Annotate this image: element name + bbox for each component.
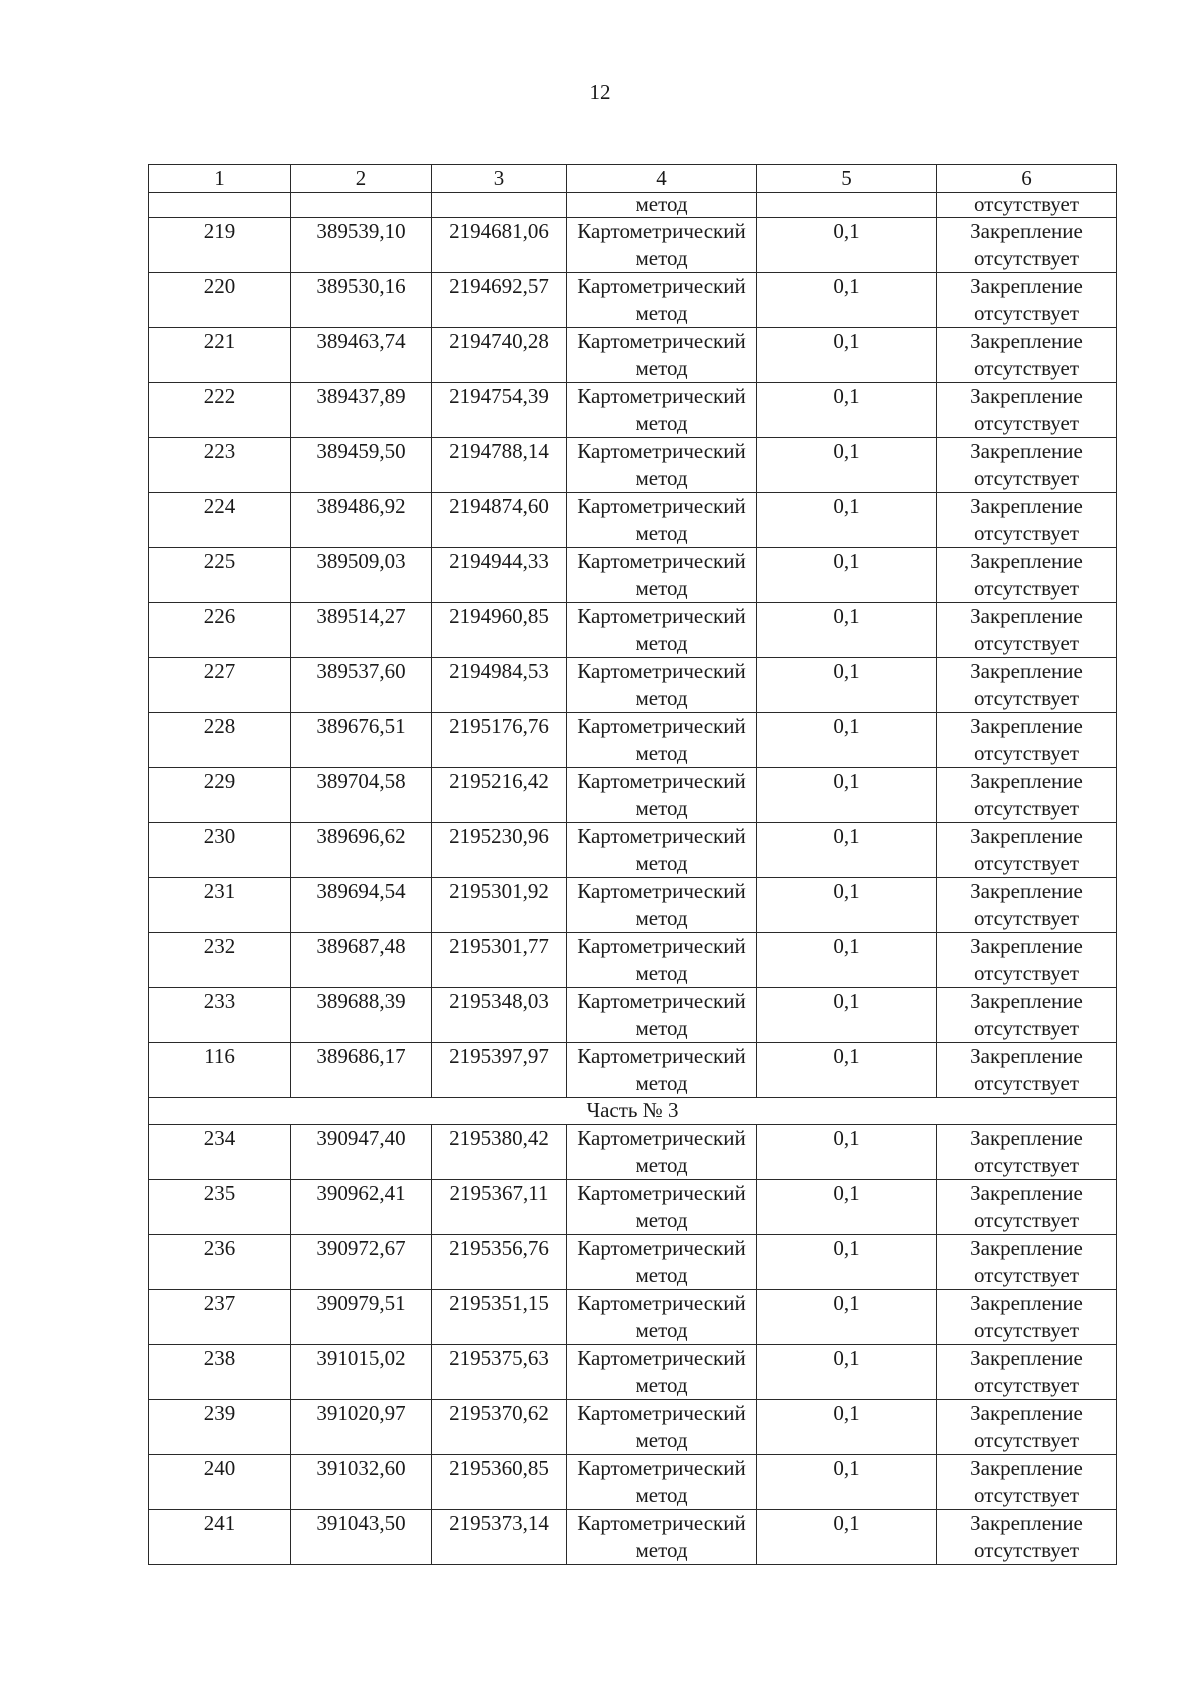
accuracy-cell: 0,1 — [757, 548, 937, 603]
point-number-cell: 237 — [149, 1290, 291, 1345]
method-line-2: метод — [635, 1071, 688, 1095]
method-line-2: метод — [635, 906, 688, 930]
fixation-line-1: Закрепление — [970, 824, 1083, 848]
x-coordinate-cell: 390962,41 — [291, 1180, 432, 1235]
column-header: 2 — [291, 165, 432, 193]
x-coordinate-cell: 389687,48 — [291, 933, 432, 988]
fixation-line-1: Закрепление — [970, 1126, 1083, 1150]
fixation-cell — [937, 768, 1117, 823]
table-cell — [149, 193, 291, 218]
fixation-line-2: отсутствует — [973, 1318, 1080, 1342]
fixation-line-2: отсутствует — [973, 576, 1080, 600]
x-coordinate-cell: 389676,51 — [291, 713, 432, 768]
table-row — [149, 658, 1117, 713]
method-cell — [567, 1180, 757, 1235]
point-number-cell: 229 — [149, 768, 291, 823]
method-line-2: метод — [635, 411, 688, 435]
accuracy-cell: 0,1 — [757, 493, 937, 548]
table-row — [149, 1345, 1117, 1400]
fixation-line-2: отсутствует — [973, 356, 1080, 380]
y-coordinate-cell: 2195216,42 — [432, 768, 567, 823]
y-coordinate-cell: 2194754,39 — [432, 383, 567, 438]
y-coordinate-cell: 2195375,63 — [432, 1345, 567, 1400]
method-line-2: метод — [635, 1373, 688, 1397]
method-line-2: метод — [635, 246, 688, 270]
fixation-cell — [937, 1510, 1117, 1565]
coordinates-table — [148, 164, 1117, 1565]
x-coordinate-cell: 391043,50 — [291, 1510, 432, 1565]
fixation-line-2: отсутствует — [973, 411, 1080, 435]
method-line-1: Картометрический — [577, 1456, 746, 1480]
point-number-cell: 231 — [149, 878, 291, 933]
fixation-cell — [937, 383, 1117, 438]
fixation-line-1: Закрепление — [970, 549, 1083, 573]
y-coordinate-cell: 2195397,97 — [432, 1043, 567, 1098]
x-coordinate-cell: 389537,60 — [291, 658, 432, 713]
y-coordinate-cell: 2194984,53 — [432, 658, 567, 713]
y-coordinate-cell: 2195373,14 — [432, 1510, 567, 1565]
x-coordinate-cell: 390947,40 — [291, 1125, 432, 1180]
fixation-cell — [937, 1043, 1117, 1098]
table-row — [149, 1290, 1117, 1345]
fixation-cell — [937, 493, 1117, 548]
x-coordinate-cell: 391015,02 — [291, 1345, 432, 1400]
x-coordinate-cell: 389509,03 — [291, 548, 432, 603]
accuracy-cell: 0,1 — [757, 768, 937, 823]
point-number-cell: 233 — [149, 988, 291, 1043]
x-coordinate-cell: 389539,10 — [291, 218, 432, 273]
method-cell — [567, 218, 757, 273]
method-line-1: Картометрический — [577, 1291, 746, 1315]
column-header: 3 — [432, 165, 567, 193]
accuracy-cell: 0,1 — [757, 1510, 937, 1565]
fixation-line-2: отсутствует — [973, 301, 1080, 325]
y-coordinate-cell: 2195351,15 — [432, 1290, 567, 1345]
x-coordinate-cell: 389486,92 — [291, 493, 432, 548]
fixation-line-2: отсутствует — [973, 1483, 1080, 1507]
x-coordinate-cell: 391020,97 — [291, 1400, 432, 1455]
method-cell — [567, 1510, 757, 1565]
fixation-line-1: Закрепление — [970, 439, 1083, 463]
accuracy-cell: 0,1 — [757, 438, 937, 493]
fixation-line-1: Закрепление — [970, 219, 1083, 243]
method-line-1: Картометрический — [577, 1401, 746, 1425]
fixation-line-1: Закрепление — [970, 274, 1083, 298]
point-number-cell: 232 — [149, 933, 291, 988]
fixation-cell — [937, 1400, 1117, 1455]
method-line-1: Картометрический — [577, 769, 746, 793]
page-number: 12 — [589, 80, 611, 104]
fixation-cell — [937, 603, 1117, 658]
table-row — [149, 493, 1117, 548]
x-coordinate-cell: 389463,74 — [291, 328, 432, 383]
method-line-1: Картометрический — [577, 1126, 746, 1150]
accuracy-cell: 0,1 — [757, 1455, 937, 1510]
point-number-cell: 238 — [149, 1345, 291, 1400]
fixation-cell — [937, 988, 1117, 1043]
method-line-2: метод — [635, 796, 688, 820]
x-coordinate-cell: 389696,62 — [291, 823, 432, 878]
table-row — [149, 1180, 1117, 1235]
point-number-cell: 116 — [149, 1043, 291, 1098]
fixation-line-1: Закрепление — [970, 769, 1083, 793]
method-cell — [567, 1125, 757, 1180]
method-line-1: Картометрический — [577, 824, 746, 848]
table-row — [149, 1455, 1117, 1510]
y-coordinate-cell: 2195356,76 — [432, 1235, 567, 1290]
method-cell — [567, 1455, 757, 1510]
method-cell — [567, 988, 757, 1043]
method-cell — [567, 383, 757, 438]
table-body — [149, 165, 1117, 1565]
method-cell — [567, 548, 757, 603]
fixation-cell — [937, 658, 1117, 713]
x-coordinate-cell: 389437,89 — [291, 383, 432, 438]
fixation-cell — [937, 823, 1117, 878]
method-cell — [567, 1345, 757, 1400]
method-line-2: метод — [635, 1483, 688, 1507]
fixation-line-2: отсутствует — [973, 246, 1080, 270]
table-row — [149, 1125, 1117, 1180]
fixation-cell — [937, 1235, 1117, 1290]
point-number-cell: 230 — [149, 823, 291, 878]
table-cell — [432, 193, 567, 218]
y-coordinate-cell: 2194960,85 — [432, 603, 567, 658]
point-number-cell: 223 — [149, 438, 291, 493]
fixation-cell — [937, 1180, 1117, 1235]
table-row — [149, 1510, 1117, 1565]
fixation-cell — [937, 878, 1117, 933]
table-row — [149, 988, 1117, 1043]
method-line-1: Картометрический — [577, 934, 746, 958]
table-row — [149, 768, 1117, 823]
method-cell — [567, 713, 757, 768]
fixation-cell — [937, 438, 1117, 493]
fixation-line-2: отсутствует — [973, 1016, 1080, 1040]
x-coordinate-cell: 389686,17 — [291, 1043, 432, 1098]
table-row — [149, 1400, 1117, 1455]
point-number-cell: 241 — [149, 1510, 291, 1565]
method-line-2: метод — [635, 631, 688, 655]
method-cell — [567, 328, 757, 383]
method-line-1: Картометрический — [577, 494, 746, 518]
point-number-cell: 228 — [149, 713, 291, 768]
accuracy-cell: 0,1 — [757, 603, 937, 658]
method-line-2: метод — [635, 1016, 688, 1040]
point-number-cell: 235 — [149, 1180, 291, 1235]
point-number-cell: 221 — [149, 328, 291, 383]
fixation-line-1: Закрепление — [970, 1346, 1083, 1370]
point-number-cell: 226 — [149, 603, 291, 658]
y-coordinate-cell: 2194788,14 — [432, 438, 567, 493]
fixation-line-2: отсутствует — [973, 796, 1080, 820]
x-coordinate-cell: 389459,50 — [291, 438, 432, 493]
method-cell — [567, 1290, 757, 1345]
fixation-line-1: Закрепление — [970, 1181, 1083, 1205]
method-cell — [567, 823, 757, 878]
column-header: 4 — [567, 165, 757, 193]
fixation-line-1: Закрепление — [970, 879, 1083, 903]
column-header: 6 — [937, 165, 1117, 193]
x-coordinate-cell: 389688,39 — [291, 988, 432, 1043]
fixation-line-2: отсутствует — [973, 466, 1080, 490]
method-line-1: Картометрический — [577, 604, 746, 628]
fixation-line-1: Закрепление — [970, 329, 1083, 353]
x-coordinate-cell: 389514,27 — [291, 603, 432, 658]
fixation-cell — [937, 1290, 1117, 1345]
y-coordinate-cell: 2194944,33 — [432, 548, 567, 603]
accuracy-cell: 0,1 — [757, 1235, 937, 1290]
method-cell — [567, 493, 757, 548]
x-coordinate-cell: 390979,51 — [291, 1290, 432, 1345]
accuracy-cell: 0,1 — [757, 988, 937, 1043]
point-number-cell: 219 — [149, 218, 291, 273]
method-cell — [567, 1043, 757, 1098]
point-number-cell: 222 — [149, 383, 291, 438]
fixation-line-2: отсутствует — [973, 1071, 1080, 1095]
x-coordinate-cell: 391032,60 — [291, 1455, 432, 1510]
method-line-2: метод — [635, 961, 688, 985]
method-line-1: Картометрический — [577, 1181, 746, 1205]
y-coordinate-cell: 2195348,03 — [432, 988, 567, 1043]
y-coordinate-cell: 2194740,28 — [432, 328, 567, 383]
fixation-cell — [937, 1455, 1117, 1510]
fixation-cell — [937, 218, 1117, 273]
y-coordinate-cell: 2195230,96 — [432, 823, 567, 878]
y-coordinate-cell: 2195380,42 — [432, 1125, 567, 1180]
method-cell — [567, 768, 757, 823]
part-header-row — [149, 1098, 1117, 1125]
accuracy-cell: 0,1 — [757, 1125, 937, 1180]
point-number-cell: 234 — [149, 1125, 291, 1180]
fixation-line-1: Закрепление — [970, 494, 1083, 518]
method-line-1: Картометрический — [577, 989, 746, 1013]
method-line-2: метод — [635, 1263, 688, 1287]
fixation-line-2: отсутствует — [973, 1538, 1080, 1562]
accuracy-cell: 0,1 — [757, 878, 937, 933]
point-number-cell: 239 — [149, 1400, 291, 1455]
y-coordinate-cell: 2194692,57 — [432, 273, 567, 328]
fixation-cell: отсутствует — [937, 193, 1117, 218]
table-row — [149, 823, 1117, 878]
x-coordinate-cell: 390972,67 — [291, 1235, 432, 1290]
part-label: Часть № 3 — [149, 1098, 1117, 1125]
y-coordinate-cell: 2195360,85 — [432, 1455, 567, 1510]
y-coordinate-cell: 2195301,77 — [432, 933, 567, 988]
accuracy-cell: 0,1 — [757, 823, 937, 878]
fixation-line-2: отсутствует — [973, 686, 1080, 710]
fixation-cell — [937, 933, 1117, 988]
fixation-cell — [937, 273, 1117, 328]
accuracy-cell: 0,1 — [757, 383, 937, 438]
method-line-2: метод — [635, 1428, 688, 1452]
fixation-cell — [937, 1125, 1117, 1180]
method-line-1: Картометрический — [577, 219, 746, 243]
fixation-line-2: отсутствует — [973, 1263, 1080, 1287]
method-line-2: метод — [635, 741, 688, 765]
accuracy-cell: 0,1 — [757, 933, 937, 988]
fixation-line-1: Закрепление — [970, 934, 1083, 958]
method-line-1: Картометрический — [577, 1044, 746, 1068]
method-line-1: Картометрический — [577, 659, 746, 683]
column-header: 1 — [149, 165, 291, 193]
accuracy-cell: 0,1 — [757, 1345, 937, 1400]
fixation-line-2: отсутствует — [973, 1153, 1080, 1177]
point-number-cell: 236 — [149, 1235, 291, 1290]
table-row — [149, 603, 1117, 658]
fixation-line-1: Закрепление — [970, 659, 1083, 683]
point-number-cell: 225 — [149, 548, 291, 603]
method-line-2: метод — [635, 576, 688, 600]
fixation-line-1: Закрепление — [970, 714, 1083, 738]
fixation-line-1: Закрепление — [970, 1044, 1083, 1068]
fixation-line-2: отсутствует — [973, 851, 1080, 875]
fixation-line-2: отсутствует — [973, 906, 1080, 930]
fixation-cell — [937, 713, 1117, 768]
table-row — [149, 383, 1117, 438]
y-coordinate-cell: 2195370,62 — [432, 1400, 567, 1455]
table-cell — [757, 193, 937, 218]
table-row — [149, 218, 1117, 273]
table-row — [149, 548, 1117, 603]
fixation-line-2: отсутствует — [973, 961, 1080, 985]
method-cell — [567, 658, 757, 713]
table-cell — [291, 193, 432, 218]
method-line-2: метод — [635, 1153, 688, 1177]
method-cell — [567, 933, 757, 988]
method-line-2: метод — [635, 466, 688, 490]
method-line-1: Картометрический — [577, 274, 746, 298]
table-row — [149, 273, 1117, 328]
method-line-1: Картометрический — [577, 384, 746, 408]
x-coordinate-cell: 389694,54 — [291, 878, 432, 933]
point-number-cell: 224 — [149, 493, 291, 548]
fixation-cell — [937, 328, 1117, 383]
fixation-line-2: отсутствует — [973, 521, 1080, 545]
fixation-line-1: Закрепление — [970, 989, 1083, 1013]
table-row — [149, 933, 1117, 988]
method-line-2: метод — [635, 521, 688, 545]
fixation-line-1: Закрепление — [970, 1236, 1083, 1260]
accuracy-cell: 0,1 — [757, 1400, 937, 1455]
continuation-row — [149, 193, 1117, 218]
method-cell — [567, 878, 757, 933]
method-cell — [567, 273, 757, 328]
accuracy-cell: 0,1 — [757, 658, 937, 713]
fixation-line-1: Закрепление — [970, 1291, 1083, 1315]
fixation-line-1: Закрепление — [970, 1511, 1083, 1535]
point-number-cell: 240 — [149, 1455, 291, 1510]
accuracy-cell: 0,1 — [757, 1290, 937, 1345]
fixation-line-1: Закрепление — [970, 1456, 1083, 1480]
method-line-1: Картометрический — [577, 714, 746, 738]
table-row — [149, 328, 1117, 383]
method-line-1: Картометрический — [577, 1346, 746, 1370]
accuracy-cell: 0,1 — [757, 273, 937, 328]
fixation-cell — [937, 548, 1117, 603]
fixation-line-2: отсутствует — [973, 1373, 1080, 1397]
method-line-2: метод — [635, 1208, 688, 1232]
method-line-1: Картометрический — [577, 439, 746, 463]
fixation-line-1: Закрепление — [970, 1401, 1083, 1425]
method-line-1: Картометрический — [577, 1511, 746, 1535]
fixation-line-2: отсутствует — [973, 1428, 1080, 1452]
fixation-line-2: отсутствует — [973, 631, 1080, 655]
method-line-2: метод — [635, 686, 688, 710]
method-cell: метод — [567, 193, 757, 218]
fixation-cell — [937, 1345, 1117, 1400]
accuracy-cell: 0,1 — [757, 328, 937, 383]
accuracy-cell: 0,1 — [757, 1043, 937, 1098]
method-line-2: метод — [635, 1538, 688, 1562]
y-coordinate-cell: 2194874,60 — [432, 493, 567, 548]
table-row — [149, 438, 1117, 493]
point-number-cell: 220 — [149, 273, 291, 328]
accuracy-cell: 0,1 — [757, 218, 937, 273]
table-row — [149, 1235, 1117, 1290]
table-row — [149, 713, 1117, 768]
y-coordinate-cell: 2195367,11 — [432, 1180, 567, 1235]
method-line-2: метод — [635, 1318, 688, 1342]
method-line-2: метод — [635, 851, 688, 875]
y-coordinate-cell: 2195301,92 — [432, 878, 567, 933]
fixation-line-1: Закрепление — [970, 604, 1083, 628]
x-coordinate-cell: 389530,16 — [291, 273, 432, 328]
point-number-cell: 227 — [149, 658, 291, 713]
method-line-1: Картометрический — [577, 879, 746, 903]
method-line-1: Картометрический — [577, 329, 746, 353]
column-header: 5 — [757, 165, 937, 193]
method-cell — [567, 1235, 757, 1290]
table-row — [149, 878, 1117, 933]
table-row — [149, 1043, 1117, 1098]
fixation-line-2: отсутствует — [973, 741, 1080, 765]
y-coordinate-cell: 2195176,76 — [432, 713, 567, 768]
y-coordinate-cell: 2194681,06 — [432, 218, 567, 273]
method-cell — [567, 438, 757, 493]
method-line-1: Картометрический — [577, 1236, 746, 1260]
fixation-line-2: отсутствует — [973, 1208, 1080, 1232]
method-line-2: метод — [635, 301, 688, 325]
method-line-1: Картометрический — [577, 549, 746, 573]
method-cell — [567, 603, 757, 658]
method-cell — [567, 1400, 757, 1455]
x-coordinate-cell: 389704,58 — [291, 768, 432, 823]
accuracy-cell: 0,1 — [757, 1180, 937, 1235]
fixation-line-1: Закрепление — [970, 384, 1083, 408]
column-number-row — [149, 165, 1117, 193]
accuracy-cell: 0,1 — [757, 713, 937, 768]
method-line-2: метод — [635, 356, 688, 380]
